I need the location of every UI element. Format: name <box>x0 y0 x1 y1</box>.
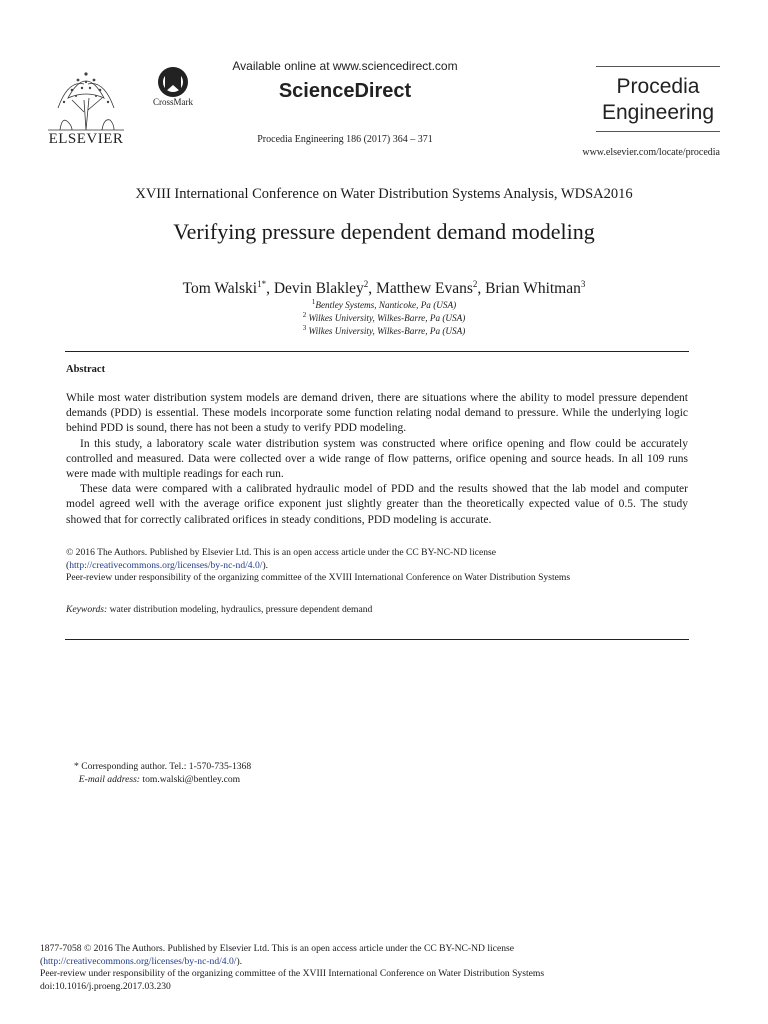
journal-name-line1: Procedia <box>616 75 700 98</box>
affiliation-text: Wilkes University, Wilkes-Barre, Pa (USA) <box>308 313 466 324</box>
author-affiliation-mark: 1* <box>257 279 267 289</box>
journal-name-line2: Engineering <box>601 101 715 124</box>
affiliation-mark: 1 <box>311 298 316 306</box>
abstract-bottom-rule <box>65 639 689 640</box>
license-notice <box>66 547 688 585</box>
author-affiliation-mark: 3 <box>580 279 586 289</box>
abstract-paragraph: While most water distribution system models are demand driven, there are situations where the ability to model pressure dependent demands (PDD) is essential. These models incorporate some function relating nodal demand to pressure. While the underlying logic behind PDD is sound, there has not been a study to verify PDD modeling. <box>66 392 688 435</box>
sciencedirect-logo[interactable]: ScienceDirect <box>278 80 412 102</box>
affiliation-1 <box>40 298 728 310</box>
doi-line[interactable]: doi:10.1016/j.proeng.2017.03.230 <box>40 980 171 992</box>
available-online-text: Available online at www.sciencedirect.com <box>232 59 458 73</box>
author-name: Devin Blakley <box>273 280 364 298</box>
affiliation-text: Wilkes University, Wilkes-Barre, Pa (USA) <box>308 326 466 337</box>
affiliation-3 <box>40 324 728 336</box>
corresponding-author-line: * Corresponding author. Tel.: 1-570-735-1368 <box>74 761 252 772</box>
page-bottom-notice <box>40 943 728 993</box>
journal-url-link[interactable]: www.elsevier.com/locate/procedia <box>582 147 720 158</box>
peer-review-line: Peer-review under responsibility of the organizing committee of the XVIII International Conference on Water Distribution Systems <box>40 968 545 979</box>
author-affiliation-mark: 2 <box>472 279 478 289</box>
author-name: Brian Whitman <box>485 280 581 298</box>
license-link-line <box>66 560 688 573</box>
author-name: Matthew Evans <box>376 280 473 298</box>
paren-close: ). <box>262 559 269 571</box>
keywords-text: water distribution modeling, hydraulics, pressure dependent demand <box>109 604 373 615</box>
paren-open: ( <box>40 955 44 967</box>
issn-license-line: 1877-7058 © 2016 The Authors. Published by Elsevier Ltd. This is an open access article under the CC BY-NC-ND license <box>40 943 515 954</box>
journal-reference: Procedia Engineering 186 (2017) 364 – 371 <box>257 134 433 145</box>
author-affiliation-mark: 2 <box>363 279 369 289</box>
abstract-paragraph: These data were compared with a calibrated hydraulic model of PDD and the results showed that the lab model and computer model agreed well with the average orifice exponent just slightly greater than the theoretically expected value of 0.5. The study showed that for correctly calibrated orifices in steady conditions, PDD modeling is accurate. <box>66 483 688 526</box>
affiliation-mark: 2 <box>302 311 307 319</box>
abstract-paragraph: In this study, a laboratory scale water distribution system was constructed where orifice opening and flow could be accurately controlled and measured. Data were collected over a wide range of flow patterns, orifice opening and source heads. In all 109 runs were made with multiple readings for each run. <box>66 437 688 481</box>
journal-rule-bottom <box>596 131 720 132</box>
abstract-body <box>66 391 688 528</box>
email-address[interactable]: tom.walski@bentley.com <box>142 773 241 785</box>
author-list <box>40 279 728 298</box>
conference-name: XVIII International Conference on Water Distribution Systems Analysis, WDSA2016 <box>135 186 633 202</box>
author-separator: , <box>477 280 486 298</box>
crossmark-label: CrossMark <box>153 97 193 107</box>
affiliation-2 <box>40 311 728 323</box>
paren-close: ). <box>236 955 243 967</box>
paper-title: Verifying pressure dependent demand modeling <box>173 219 595 244</box>
abstract-heading: Abstract <box>66 364 106 375</box>
license-link[interactable]: http://creativecommons.org/licenses/by-nc-nd/4.0/ <box>43 955 237 967</box>
corresponding-author-footnote <box>74 761 474 786</box>
keywords <box>66 604 688 615</box>
license-line: © 2016 The Authors. Published by Elsevier Ltd. This is an open access article under the CC BY-NC-ND license <box>66 547 497 558</box>
license-link[interactable]: http://creativecommons.org/licenses/by-nc-nd/4.0/ <box>69 559 263 571</box>
affiliation-mark: 3 <box>302 324 307 332</box>
email-label: E-mail address: <box>78 773 140 785</box>
author-separator: , <box>368 280 377 298</box>
license-link-line <box>40 956 728 969</box>
paren-open: ( <box>66 559 70 571</box>
keywords-label: Keywords: <box>66 604 108 615</box>
publisher-name: ELSEVIER <box>48 131 124 147</box>
affiliation-text: Bentley Systems, Nanticoke, Pa (USA) <box>315 300 457 311</box>
journal-rule-top <box>596 66 720 67</box>
abstract-top-rule <box>65 351 689 352</box>
email-line <box>74 774 474 787</box>
peer-review-line: Peer-review under responsibility of the organizing committee of the XVIII International Conference on Water Distribution Systems <box>66 572 571 583</box>
author-name: Tom Walski <box>182 280 258 298</box>
author-separator: , <box>266 280 274 298</box>
